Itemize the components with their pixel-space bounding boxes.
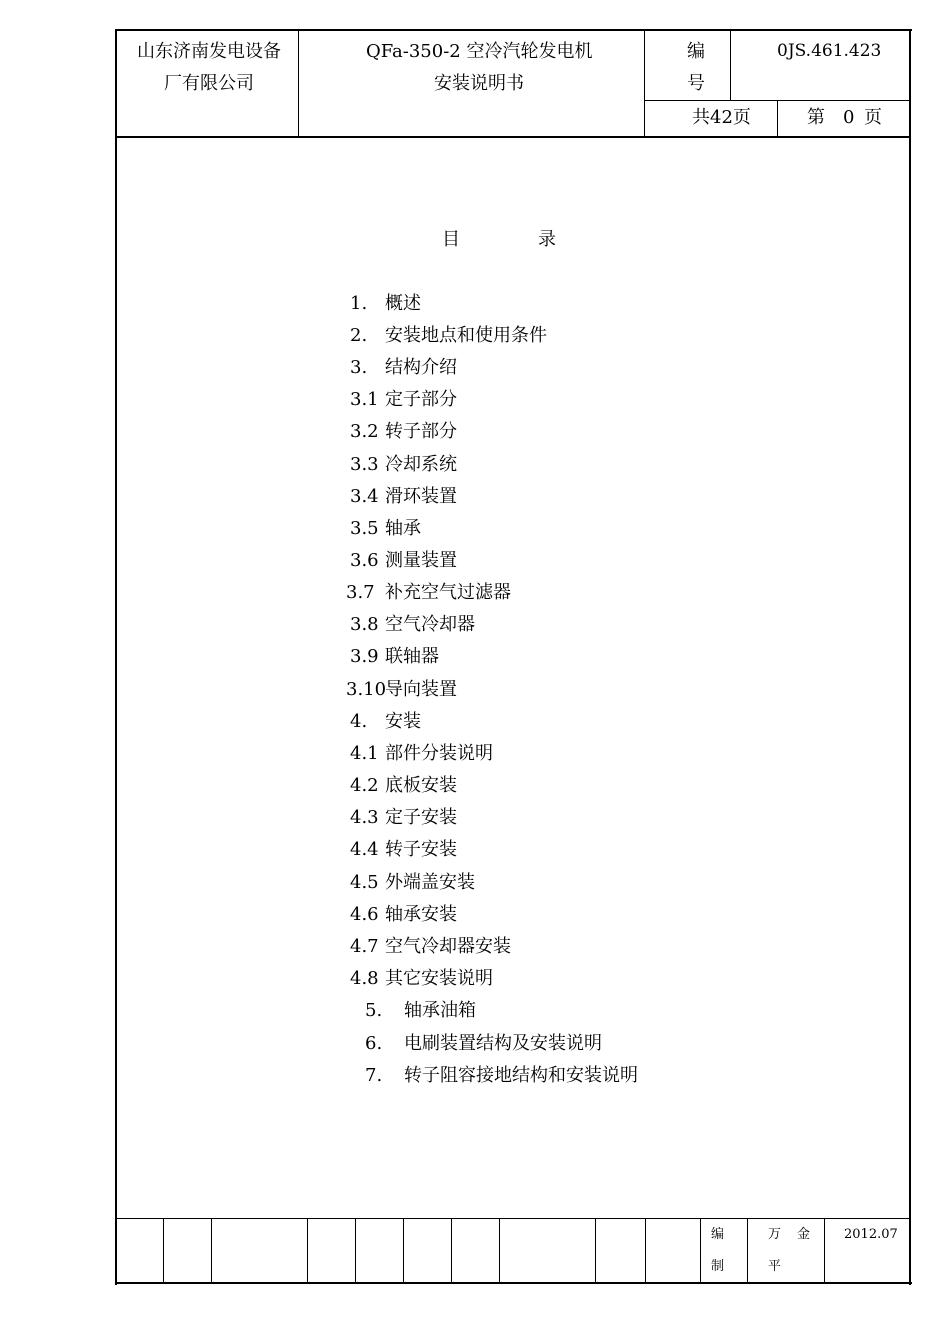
toc-item-title: 结构介绍 xyxy=(385,357,457,378)
frame-right-border xyxy=(909,29,911,1285)
toc-item-num: 1. xyxy=(350,293,368,314)
toc-item-title: 空气冷却器 xyxy=(385,614,475,635)
toc-item-title: 轴承 xyxy=(385,518,421,539)
toc-item-num: 7. xyxy=(365,1065,383,1086)
page-number: 0 xyxy=(843,107,855,128)
toc-item-title: 定子部分 xyxy=(385,389,457,410)
toc-item-num: 3.4 xyxy=(350,486,379,507)
frame-bottom-border xyxy=(115,1282,912,1284)
toc-item-num: 3.3 xyxy=(350,454,379,475)
toc-item-title: 测量装置 xyxy=(385,550,457,571)
toc-item-num: 3.6 xyxy=(350,550,379,571)
footer-cell-divider xyxy=(747,1218,748,1284)
footer-cell-divider xyxy=(163,1218,164,1284)
footer-cell-divider xyxy=(355,1218,356,1284)
header-divider-2 xyxy=(644,29,645,137)
header-bottom-rule-left xyxy=(115,136,645,138)
toc-item-num: 6. xyxy=(365,1033,383,1054)
footer-cell-divider xyxy=(499,1218,500,1284)
toc-item-num: 3.9 xyxy=(350,646,379,667)
toc-item-title: 转子阻容接地结构和安装说明 xyxy=(404,1065,638,1086)
toc-item-title: 外端盖安装 xyxy=(385,872,475,893)
toc-item-num: 4.8 xyxy=(350,968,379,989)
toc-item-title: 转子安装 xyxy=(385,839,457,860)
document-title-line2: 安装说明书 xyxy=(434,73,524,94)
toc-item-num: 3.2 xyxy=(350,421,379,442)
toc-item-title: 轴承油箱 xyxy=(404,1000,476,1021)
toc-item-num: 3. xyxy=(350,357,368,378)
document-title-line1: QFa-350-2 空冷汽轮发电机 xyxy=(366,41,593,62)
toc-heading-char1: 目 xyxy=(442,229,460,250)
toc-item-title: 联轴器 xyxy=(385,646,439,667)
toc-item-title: 滑环装置 xyxy=(385,486,457,507)
toc-item-title: 其它安装说明 xyxy=(385,968,493,989)
toc-item-num: 4.6 xyxy=(350,904,379,925)
preparer-name-char2: 金 xyxy=(797,1227,811,1242)
toc-item-title: 转子部分 xyxy=(385,421,457,442)
toc-item-num: 2. xyxy=(350,325,368,346)
toc-item-num: 4.2 xyxy=(350,775,379,796)
header-divider-4 xyxy=(777,100,778,137)
footer-cell-divider xyxy=(824,1218,825,1284)
document-code: 0JS.461.423 xyxy=(777,41,882,61)
company-name-line2: 厂有限公司 xyxy=(164,73,254,94)
frame-left-border xyxy=(115,29,117,1285)
toc-item-title: 安装地点和使用条件 xyxy=(385,325,547,346)
toc-item-title: 底板安装 xyxy=(385,775,457,796)
toc-item-title: 部件分装说明 xyxy=(385,743,493,764)
total-pages: 共42页 xyxy=(692,107,751,128)
toc-item-title: 定子安装 xyxy=(385,807,457,828)
toc-item-title: 电刷装置结构及安装说明 xyxy=(404,1033,602,1054)
toc-item-title: 空气冷却器安装 xyxy=(385,936,511,957)
footer-top-rule xyxy=(115,1218,911,1219)
toc-item-num: 4.5 xyxy=(350,872,379,893)
toc-item-num: 4.7 xyxy=(350,936,379,957)
toc-heading-char2: 录 xyxy=(538,229,556,250)
toc-item-title: 轴承安装 xyxy=(385,904,457,925)
toc-item-title: 导向装置 xyxy=(385,679,457,700)
page-label-prefix: 第 xyxy=(807,107,825,128)
frame-top-border xyxy=(115,29,912,31)
company-name-line1: 山东济南发电设备 xyxy=(137,41,281,62)
prepared-date: 2012.07 xyxy=(844,1227,898,1242)
preparer-name-char1: 万 xyxy=(768,1227,782,1242)
footer-cell-divider xyxy=(211,1218,212,1284)
header-divider-3 xyxy=(730,29,731,101)
footer-cell-divider xyxy=(645,1218,646,1284)
footer-cell-divider xyxy=(595,1218,596,1284)
footer-cell-divider xyxy=(403,1218,404,1284)
toc-item-title: 概述 xyxy=(385,293,421,314)
toc-item-num: 4. xyxy=(350,711,368,732)
toc-item-num: 3.10 xyxy=(346,679,387,700)
preparer-name-char3: 平 xyxy=(768,1259,782,1274)
toc-item-num: 5. xyxy=(365,1000,383,1021)
code-label-char1: 编 xyxy=(687,41,705,62)
toc-item-num: 4.3 xyxy=(350,807,379,828)
toc-item-num: 3.5 xyxy=(350,518,379,539)
toc-item-num: 3.8 xyxy=(350,614,379,635)
prepared-by-label-char1: 编 xyxy=(711,1227,725,1242)
footer-cell-divider xyxy=(307,1218,308,1284)
toc-item-num: 3.1 xyxy=(350,389,379,410)
toc-item-title: 补充空气过滤器 xyxy=(385,582,511,603)
toc-item-title: 冷却系统 xyxy=(385,454,457,475)
toc-item-num: 4.4 xyxy=(350,839,379,860)
prepared-by-label-char2: 制 xyxy=(711,1259,725,1274)
footer-cell-divider xyxy=(451,1218,452,1284)
toc-item-num: 3.7 xyxy=(346,582,375,603)
page-label-suffix: 页 xyxy=(864,107,882,128)
toc-item-title: 安装 xyxy=(385,711,421,732)
toc-item-num: 4.1 xyxy=(350,743,379,764)
footer-cell-divider xyxy=(700,1218,701,1284)
code-label-char2: 号 xyxy=(687,73,705,94)
header-divider-1 xyxy=(298,29,299,137)
